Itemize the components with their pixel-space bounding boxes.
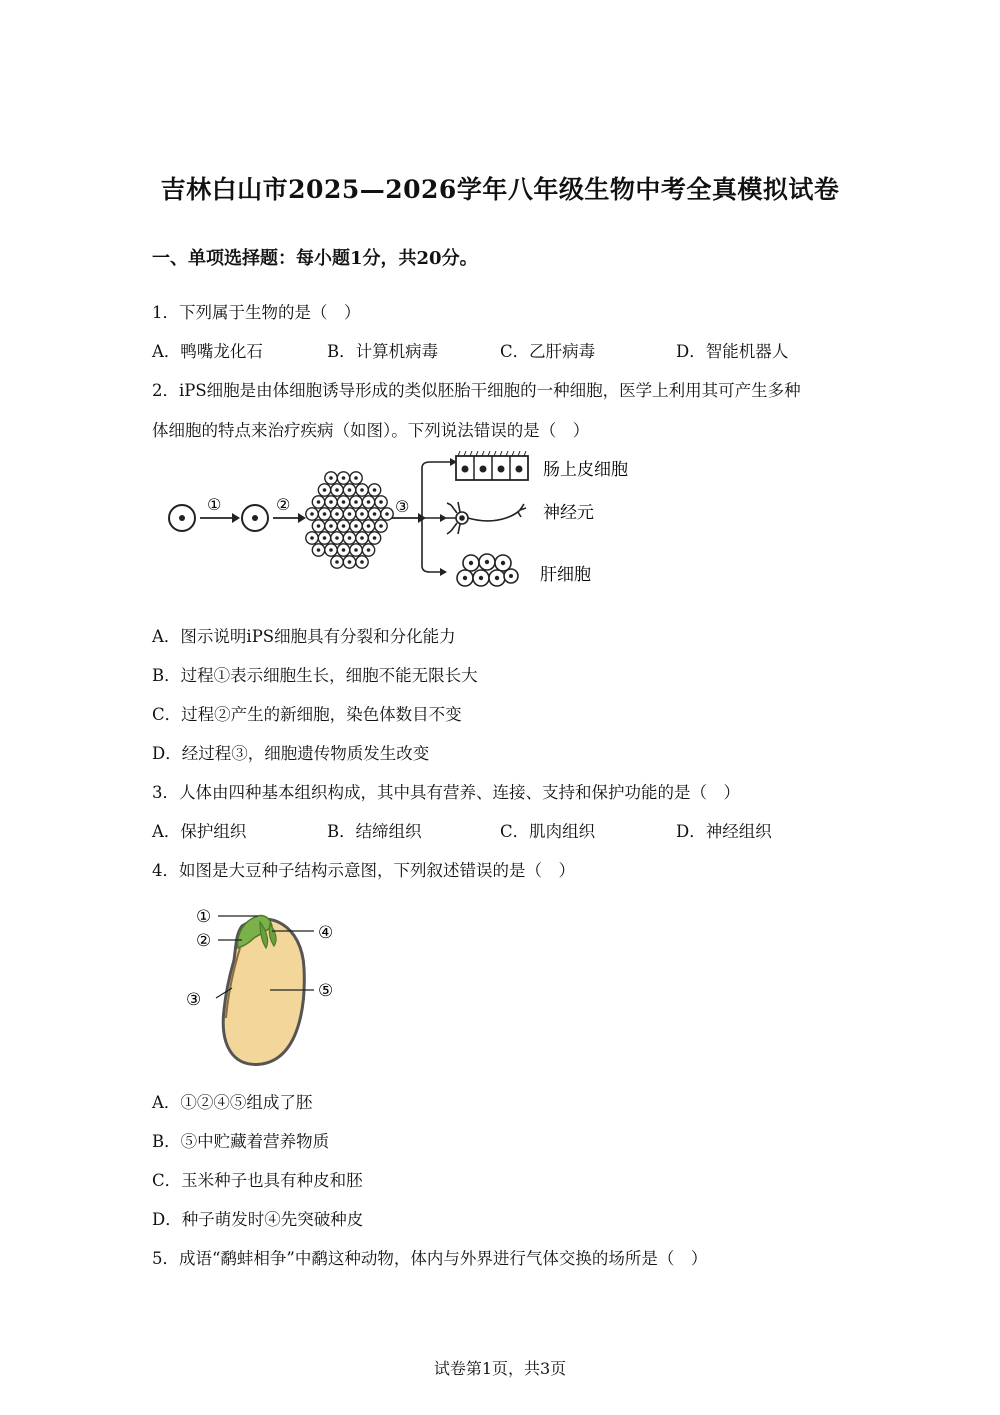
question-2-option-b: B．过程①表示细胞生长，细胞不能无限长大 [152, 666, 478, 685]
question-4-stem: 4．如图是大豆种子结构示意图，下列叙述错误的是（ ） [152, 861, 575, 880]
question-1-stem: 1．下列属于生物的是（ ） [152, 303, 361, 322]
question-3-option-d: D．神经组织 [676, 822, 772, 841]
question-3-stem: 3．人体由四种基本组织构成，其中具有营养、连接、支持和保护功能的是（ ） [152, 783, 740, 802]
step-2-label: ② [276, 495, 291, 514]
question-3-option-c: C．肌肉组织 [500, 822, 596, 841]
question-4-option-a: A．①②④⑤组成了胚 [152, 1093, 313, 1112]
seed-label-5: ⑤ [318, 981, 334, 1001]
cell-cluster [306, 472, 393, 568]
soybean-seed-diagram [180, 898, 360, 1073]
seed-label-1: ① [196, 907, 212, 927]
question-2-option-c: C．过程②产生的新细胞，染色体数目不变 [152, 705, 462, 724]
question-2-stem-line-2: 体细胞的特点来治疗疾病（如图）。下列说法错误的是（ ） [152, 421, 590, 440]
seed-label-3: ③ [186, 990, 202, 1010]
question-3-option-b: B．结缔组织 [327, 822, 422, 841]
question-1-option-b: B．计算机病毒 [327, 342, 439, 361]
question-2-option-a: A．图示说明iPS细胞具有分裂和分化能力 [152, 627, 456, 646]
section-title: 一、单项选择题：每小题1分，共20分。 [152, 248, 478, 269]
question-4-option-c: C．玉米种子也具有种皮和胚 [152, 1171, 363, 1190]
cell-type-neuron-label: 神经元 [543, 503, 594, 523]
question-4-option-d: D．种子萌发时④先突破种皮 [152, 1210, 364, 1229]
ips-cell-diagram [160, 450, 660, 600]
page-footer: 试卷第1页，共3页 [433, 1359, 567, 1378]
seed-label-4: ④ [318, 923, 334, 943]
cell-type-liver-label: 肝细胞 [540, 565, 591, 585]
neuron-cell [446, 502, 526, 534]
step-1-label: ① [207, 495, 222, 514]
question-4-option-b: B．⑤中贮藏着营养物质 [152, 1132, 330, 1151]
question-1-option-c: C．乙肝病毒 [500, 342, 596, 361]
cell-type-intestinal-label: 肠上皮细胞 [543, 460, 628, 480]
question-1-option-a: A．鸭嘴龙化石 [152, 342, 263, 361]
somatic-cell [169, 505, 195, 531]
step-3-label: ③ [395, 497, 410, 516]
liver-cells [457, 554, 518, 586]
page-title: 吉林白山市2025—2026学年八年级生物中考全真模拟试卷 [160, 175, 840, 204]
seed-label-2: ② [196, 931, 212, 951]
intestinal-epithelium-cells [456, 451, 528, 480]
question-3-option-a: A．保护组织 [152, 822, 247, 841]
question-2-stem-line-1: 2．iPS细胞是由体细胞诱导形成的类似胚胎干细胞的一种细胞，医学上利用其可产生多种 [152, 381, 801, 400]
question-1-option-d: D．智能机器人 [676, 342, 789, 361]
ips-cell [242, 505, 268, 531]
question-5-stem: 5．成语“鹬蚌相争”中鹬这种动物，体内与外界进行气体交换的场所是（ ） [152, 1249, 708, 1268]
question-2-option-d: D．经过程③，细胞遗传物质发生改变 [152, 744, 430, 763]
